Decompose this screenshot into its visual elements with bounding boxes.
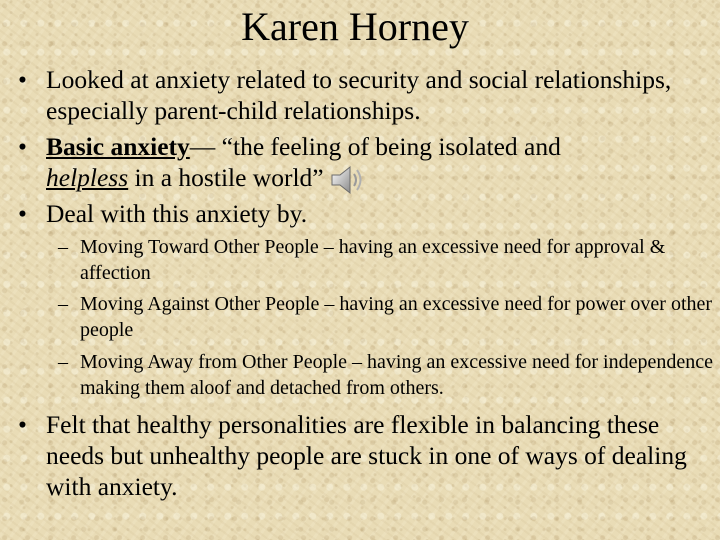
- sub-bullet-toward: [58, 234, 718, 286]
- sub-bullet-marker: –: [58, 351, 68, 373]
- speaker-icon[interactable]: [328, 163, 368, 197]
- bullet-healthy: [18, 409, 708, 502]
- bullet-marker: •: [18, 410, 27, 439]
- sub-bullet-text: Moving Against Other People – having an excessive need for power over other people: [80, 293, 713, 341]
- sub-bullet-away: [58, 349, 718, 401]
- definition-text: — “the feeling of being isolated and: [189, 132, 561, 161]
- sub-bullet-text: Moving Toward Other People – having an excessive need for approval & affection: [80, 236, 666, 284]
- bullet-marker: •: [18, 65, 27, 94]
- basic-anxiety-term: Basic anxiety: [46, 132, 190, 161]
- bullet-text: Felt that healthy personalities are flexible in balancing these needs but unhealthy people are stuck in one of ways of dealing with anxiety.: [46, 410, 687, 501]
- bullet-basic-anxiety: [18, 131, 708, 197]
- helpless-word: helpless: [46, 163, 129, 192]
- bullet-text: [46, 131, 708, 197]
- sub-bullet-marker: –: [58, 236, 68, 258]
- bullet-text: Looked at anxiety related to security and social relationships, especially parent-child relationships.: [46, 65, 672, 125]
- bullet-marker: •: [18, 132, 27, 161]
- slide-title: Karen Horney: [241, 4, 469, 49]
- bullet-security: [18, 64, 708, 126]
- definition-rest: in a hostile world”: [128, 163, 324, 192]
- bullet-text: Deal with this anxiety by.: [46, 199, 308, 228]
- sub-bullet-marker: –: [58, 293, 68, 315]
- sub-bullet-against: [58, 291, 718, 343]
- bullet-marker: •: [18, 199, 27, 228]
- sub-bullet-text: Moving Away from Other People – having an excessive need for independence making them aloof and detached from others.: [80, 351, 713, 399]
- bullet-deal: [18, 198, 708, 229]
